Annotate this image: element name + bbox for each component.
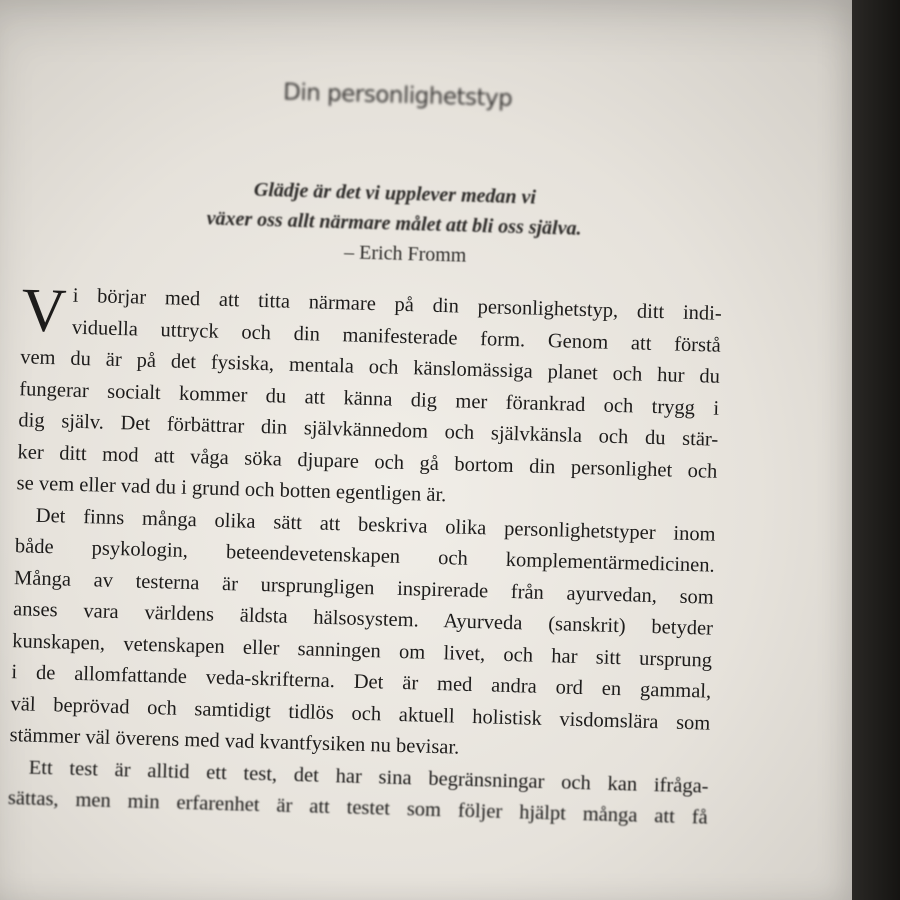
text-line: vem du är på det fysiska, mentala och känslomässiga planet och hur du bbox=[19, 346, 721, 388]
text-line: Det finns många olika sätt att beskriva olika personlighetstyper inom bbox=[35, 504, 716, 546]
paragraph-1 bbox=[16, 276, 723, 519]
text-line: se vem eller vad du i grund och botten egentligen är. bbox=[16, 472, 447, 507]
epigraph-line: Glädje är det vi upplever medan vi bbox=[253, 178, 537, 209]
text-line: i börjar med att titta närmare på din personlighetstyp, ditt indi- bbox=[72, 284, 723, 325]
text-line: i de allomfattande veda-skrifterna. Det är med andra ord en gammal, bbox=[11, 661, 712, 703]
epigraph-line: växer oss allt närmare målet att bli oss själva. bbox=[206, 207, 582, 240]
chapter-heading: Din personlighetstyp bbox=[282, 79, 513, 112]
text-line: stämmer väl överens med vad kvantfysiken nu bevisar. bbox=[9, 724, 460, 759]
text-line: anses vara världens äldsta hälsosystem. Ayurveda (sanskrit) betyder bbox=[12, 598, 714, 640]
text-line: väl beprövad och samtidigt tidlös och aktuell holistisk visdomslära som bbox=[10, 692, 711, 735]
text-line: sättas, men min erfarenhet är att testet som följer hjälpt många att få bbox=[7, 787, 708, 829]
page-edge-shadow bbox=[852, 0, 900, 900]
paragraph-2 bbox=[9, 500, 716, 771]
page-content bbox=[7, 50, 728, 834]
epigraph-author: – Erich Fromm bbox=[343, 241, 467, 267]
text-line: viduella uttryck och din manifesterade form. Genom att förstå bbox=[71, 316, 722, 357]
drop-cap: V bbox=[20, 276, 68, 346]
text-line: kunskapen, vetenskapen eller sanningen om livet, och har sitt ursprung bbox=[12, 629, 713, 672]
text-line: Ett test är alltid ett test, det har sina begränsningar och kan ifråga- bbox=[28, 756, 709, 798]
text-line: fungerar socialt kommer du att känna dig mer förankrad och trygg i bbox=[19, 377, 720, 420]
body-text bbox=[7, 276, 723, 834]
text-line: både psykologin, beteendevetenskapen och komplementärmedicinen. bbox=[14, 535, 715, 577]
text-line: dig själv. Det förbättrar din självkännedom och självkänsla och du stär- bbox=[18, 409, 719, 451]
text-line: ker ditt mod att våga söka djupare och gå bortom din personlighet och bbox=[17, 440, 718, 483]
text-line: Många av testerna är ursprungligen inspirerade från ayurvedan, som bbox=[13, 566, 715, 609]
